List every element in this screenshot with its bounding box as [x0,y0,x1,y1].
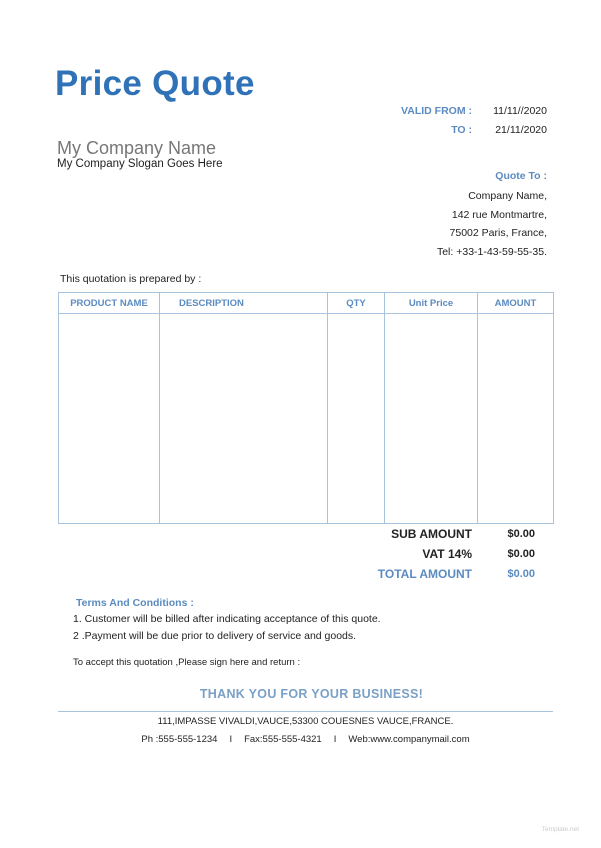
valid-from-value: 11/11//2020 [493,105,547,117]
company-slogan: My Company Slogan Goes Here [57,158,223,170]
col-header-description: DESCRIPTION [160,293,328,314]
quote-to-street: 142 rue Montmartre, [451,209,547,221]
col-header-amount: AMOUNT [478,293,554,314]
quote-to-city: 75002 Paris, France, [449,227,547,239]
total-amount-label: TOTAL AMOUNT [377,567,472,581]
watermark: Template.net [541,826,579,833]
term-item: 1. Customer will be billed after indicating acceptance of this quote. [73,613,381,625]
total-amount-value: $0.00 [507,568,535,580]
thank-you-message: THANK YOU FOR YOUR BUSINESS! [199,687,424,701]
footer-divider [58,711,553,712]
col-header-product-name: PRODUCT NAME [59,293,160,314]
terms-title: Terms And Conditions : [76,597,194,609]
footer-phone: Ph :555-555-1234 [141,734,218,745]
footer-fax: Fax:555-555-4321 [244,734,322,745]
prepared-by: This quotation is prepared by : [60,273,202,285]
sub-amount-value: $0.00 [507,528,535,540]
valid-to-label: TO : [451,124,472,136]
cell-amount[interactable] [478,314,554,524]
sub-amount-label: SUB AMOUNT [391,527,472,541]
footer-address: 111,IMPASSE VIVALDI,VAUCE,53300 COUESNES VAUCE,FRANCE. [157,716,454,727]
footer-contact [0,734,601,745]
footer-web[interactable]: Web:www.companymail.com [348,734,470,745]
table-row [59,314,554,524]
quote-to-company: Company Name, [468,190,547,202]
cell-unit-price[interactable] [385,314,478,524]
quote-to-tel: Tel: +33-1-43-59-55-35. [436,246,547,258]
col-header-unit-price: Unit Price [385,293,478,314]
footer-separator: I [229,734,233,745]
term-item: 2 .Payment will be due prior to delivery of service and goods. [73,630,357,642]
cell-qty[interactable] [328,314,385,524]
valid-to-value: 21/11/2020 [495,124,547,136]
cell-description[interactable] [160,314,328,524]
col-header-qty: QTY [328,293,385,314]
accept-instruction: To accept this quotation ,Please sign here and return : [73,657,301,668]
company-name: My Company Name [57,138,217,158]
items-table [58,292,554,524]
quote-to-label: Quote To : [495,170,547,182]
footer-separator: I [333,734,337,745]
valid-from-label: VALID FROM : [401,105,472,117]
document-title: Price Quote [55,64,255,103]
cell-product-name[interactable] [59,314,160,524]
vat-label: VAT 14% [422,547,472,561]
vat-value: $0.00 [507,548,535,560]
